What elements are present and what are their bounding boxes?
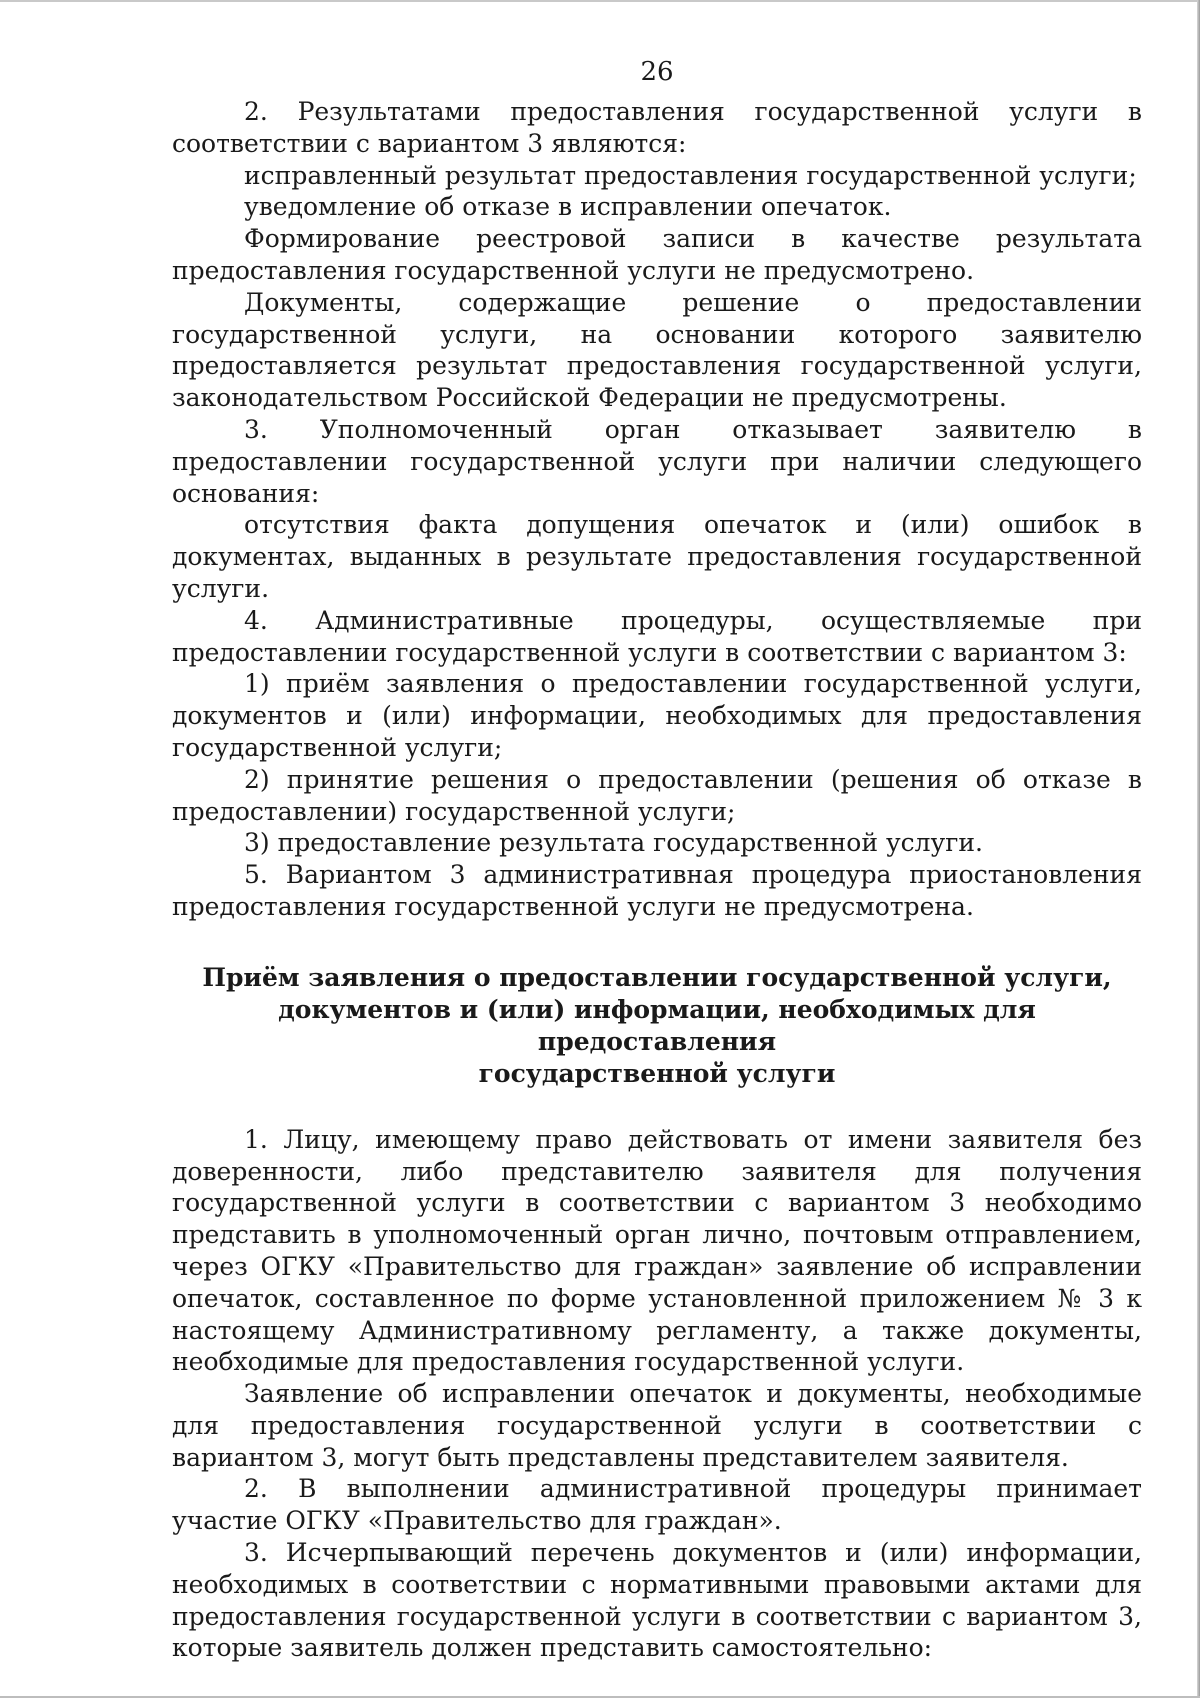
paragraph: Заявление об исправлении опечаток и документы, необходимые для предоставления государственной услуги в соответствии с вариантом 3, могут быть представлены представителем заявителя. [172,1379,1142,1472]
section-heading-line: Приём заявления о предоставлении государственной услуги, [202,962,1112,992]
section-heading-line: документов и (или) информации, необходимых для предоставления [278,994,1036,1056]
paragraph: 2) принятие решения о предоставлении (решения об отказе в предоставлении) государственной услуги; [172,764,1142,826]
paragraph: отсутствия факта допущения опечаток и (или) ошибок в документах, выданных в результате предоставления государственной услуги. [172,510,1142,603]
section-heading-line: государственной услуги [478,1058,836,1088]
paragraph: Формирование реестровой записи в качестве результата предоставления государственной услуги не предусмотрено. [172,224,1142,285]
paragraph: уведомление об отказе в исправлении опечаток. [244,192,892,222]
section-heading [172,962,1142,1090]
paragraph: 5. Вариантом 3 административная процедура приостановления предоставления государственной услуги не предусмотрена. [172,860,1142,921]
paragraph: Документы, содержащие решение о предоставлении государственной услуги, на основании которого заявителю предоставляется результат предоставления государственной услуги, законодательством Российской Федерации не предусмотрены. [172,287,1142,413]
paragraph: 3. Уполномоченный орган отказывает заявителю в предоставлении государственной услуги при наличии следующего основания: [172,414,1142,508]
page-number: 26 [640,57,674,87]
paragraph: 1) приём заявления о предоставлении государственной услуги, документов и (или) информации, необходимых для предоставления государственной услуги; [172,669,1142,762]
paragraph: 2. Результатами предоставления государственной услуги в соответствии с вариантом 3 являются: [172,97,1142,158]
paragraph: исправленный результат предоставления государственной услуги; [244,160,1137,190]
paragraph: 1. Лицу, имеющему право действовать от имени заявителя без доверенности, либо представителю заявителя для получения государственной услуги в соответствии с вариантом 3 необходимо представить в уполномоченный орган лично, почтовым отправлением, через ОГКУ «Правительство для граждан» заявление об исправлении опечаток, составленное по форме установленной приложением № 3 к настоящему Административному регламенту, а также документы, необходимые для предоставления государственной услуги. [172,1124,1142,1377]
paragraph: 2. В выполнении административной процедуры принимает участие ОГКУ «Правительство для граждан». [172,1474,1142,1536]
paragraph: 3) предоставление результата государственной услуги. [244,828,983,858]
paragraph: 4. Административные процедуры, осуществляемые при предоставлении государственной услуги в соответствии с вариантом 3: [172,605,1142,667]
paragraph: 3. Исчерпывающий перечень документов и (или) информации, необходимых в соответствии с нормативными правовыми актами для предоставления государственной услуги в соответствии с вариантом 3, которые заявитель должен представить самостоятельно: [172,1538,1142,1663]
document-page [172,52,1142,1664]
scan-edge-top [0,0,1200,2]
section-application-intake [172,1124,1142,1665]
section-variant-3-results [172,96,1142,923]
